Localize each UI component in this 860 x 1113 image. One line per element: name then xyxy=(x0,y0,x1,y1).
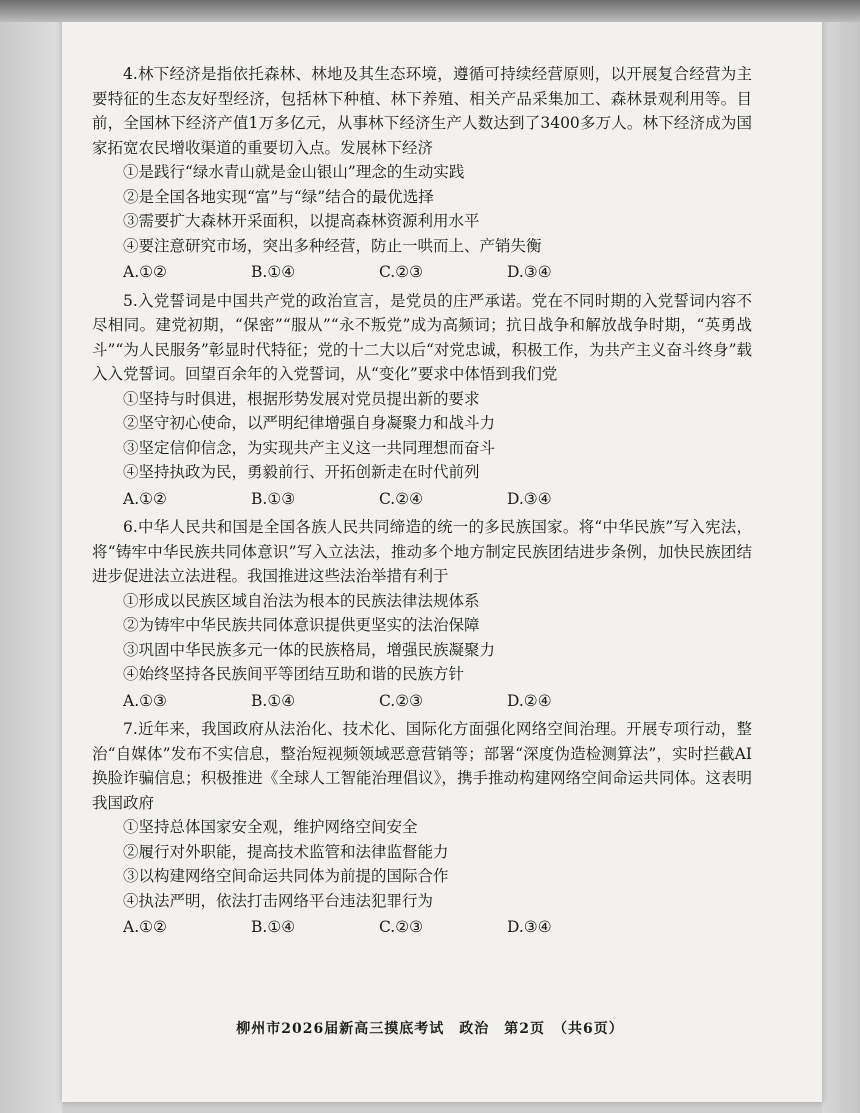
question-4 xyxy=(92,62,752,285)
answer-choices xyxy=(92,915,752,940)
question-option: ③巩固中华民族多元一体的民族格局，增强民族凝聚力 xyxy=(123,640,496,659)
question-option: ④要注意研究市场，突出多种经营，防止一哄而上、产销失衡 xyxy=(123,236,542,255)
question-option: ①是践行“绿水青山就是金山银山”理念的生动实践 xyxy=(123,163,465,181)
choice-c: C.②③ xyxy=(379,691,424,710)
question-option: ②为铸牢中华民族共同体意识提供更坚实的法治保障 xyxy=(123,616,480,634)
answer-choices xyxy=(92,260,752,285)
choice-a: A.①② xyxy=(123,489,167,508)
question-option: ②坚守初心使命，以严明纪律增强自身凝聚力和战斗力 xyxy=(123,414,496,432)
scan-left-margin xyxy=(0,0,62,1113)
question-option: ④坚持执政为民，勇毅前行、开拓创新走在时代前列 xyxy=(123,463,480,481)
choice-d: D.③④ xyxy=(507,489,552,508)
question-option: ③坚定信仰信念，为实现共产主义这一共同理想而奋斗 xyxy=(123,438,496,457)
exam-content xyxy=(92,62,752,944)
scan-right-margin xyxy=(822,0,860,1113)
question-option: ③以构建网络空间命运共同体为前提的国际合作 xyxy=(123,867,449,885)
question-stem: 7.近年来，我国政府从法治化、技术化、国际化方面强化网络空间治理。开展专项行动，整治“自媒体”发布不实信息，整治短视频领域恶意营销等；部署“深度伪造检测算法”，实时拦截AI换脸诈骗信息；积极推进《全球人工智能治理倡议》，携手推动构建网络空间命运共同体。这表明我国政府 xyxy=(92,720,753,812)
choice-c: C.②③ xyxy=(379,263,424,281)
answer-choices xyxy=(92,689,752,714)
question-stem: 5.入党誓词是中国共产党的政治宣言，是党员的庄严承诺。党在不同时期的入党誓词内容不尽相同。建党初期，“保密”“服从”“永不叛党”成为高频词；抗日战争和解放战争时期，“英勇战斗”“为人民服务”彰显时代特征；党的十二大以后“对党忠诚，积极工作，为共产主义奋斗终身”载入入党誓词。回望百余年的入党誓词，从“变化”要求中体悟到我们党 xyxy=(92,291,752,383)
choice-a: A.①② xyxy=(123,918,167,936)
choice-b: B.①④ xyxy=(251,691,296,710)
question-5 xyxy=(92,289,752,512)
question-option: ②是全国各地实现“富”与“绿”结合的最优选择 xyxy=(123,187,434,206)
question-option: ①形成以民族区域自治法为根本的民族法律法规体系 xyxy=(123,591,480,610)
question-option: ④执法严明，依法打击网络平台违法犯罪行为 xyxy=(123,891,434,910)
choice-a: A.①② xyxy=(123,263,167,281)
choice-d: D.③④ xyxy=(507,918,552,936)
question-option: ②履行对外职能，提高技术监管和法律监督能力 xyxy=(123,842,449,861)
choice-c: C.②③ xyxy=(379,918,424,936)
question-option: ①坚持总体国家安全观，维护网络空间安全 xyxy=(123,818,418,836)
choice-b: B.①③ xyxy=(251,489,296,508)
question-stem: 6.中华人民共和国是全国各族人民共同缔造的统一的多民族国家。将“中华民族”写入宪法，将“铸牢中华民族共同体意识”写入立法法，推动多个地方制定民族团结进步条例，加快民族团结进步促进法立法进程。我国推进这些法治举措有利于 xyxy=(92,518,752,585)
choice-b: B.①④ xyxy=(251,263,296,281)
choice-d: D.②④ xyxy=(507,691,552,710)
question-option: ③需要扩大森林开采面积，以提高森林资源利用水平 xyxy=(123,212,480,230)
question-6 xyxy=(92,515,752,713)
question-option: ①坚持与时俱进，根据形势发展对党员提出新的要求 xyxy=(123,389,480,408)
question-7 xyxy=(92,717,752,940)
answer-choices xyxy=(92,487,752,512)
choice-b: B.①④ xyxy=(251,918,296,936)
choice-a: A.①③ xyxy=(123,691,167,710)
page-footer: 柳州市2026届新高三摸底考试 政治 第2页 （共6页） xyxy=(236,1021,624,1037)
choice-d: D.③④ xyxy=(507,263,552,281)
scan-top-shadow xyxy=(0,0,860,22)
choice-c: C.②④ xyxy=(379,489,424,508)
question-stem: 4.林下经济是指依托森林、林地及其生态环境，遵循可持续经营原则，以开展复合经营为主要特征的生态友好型经济，包括林下种植、林下养殖、相关产品采集加工、森林景观利用等。目前，全国林下经济产值1万多亿元，从事林下经济生产人数达到了3400多万人。林下经济成为国家拓宽农民增收渠道的重要切入点。发展林下经济 xyxy=(92,65,752,157)
question-option: ④始终坚持各民族间平等团结互助和谐的民族方针 xyxy=(123,665,465,683)
